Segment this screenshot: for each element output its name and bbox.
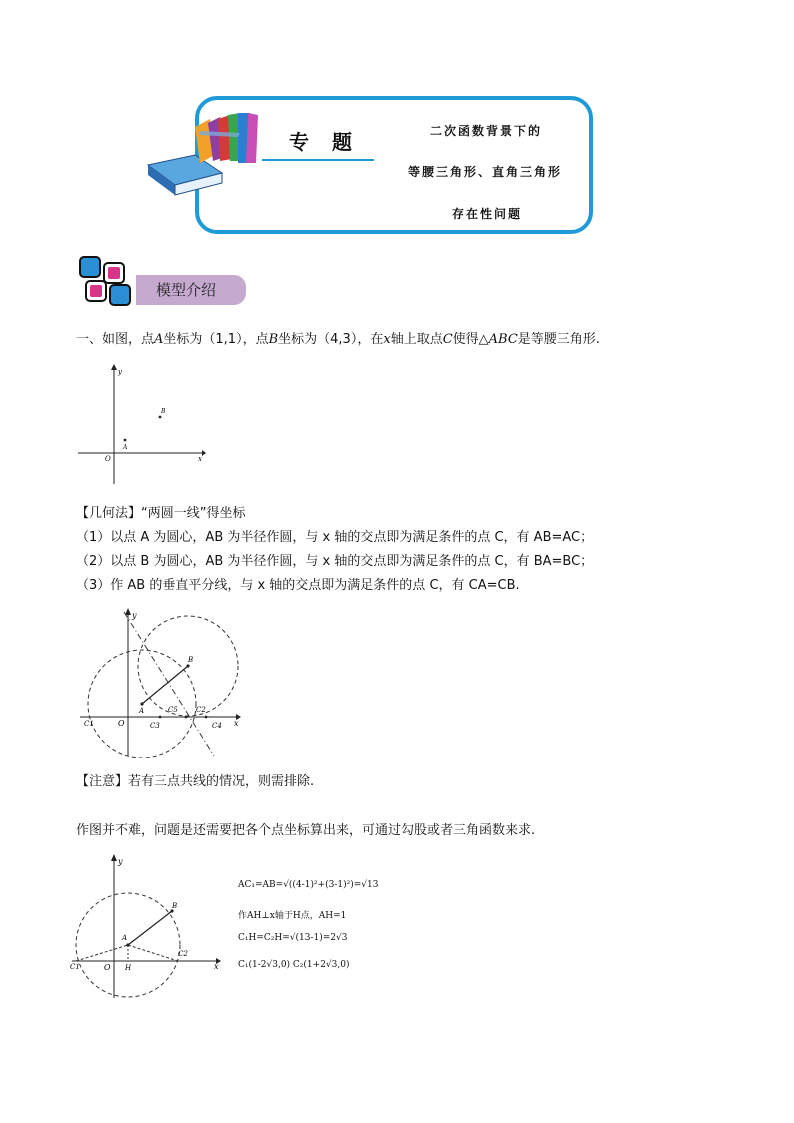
section-label: 模型介绍 <box>156 281 217 299</box>
fig1-a-label: A <box>123 444 128 451</box>
banner-topic-line1: 二次函数背景下的 <box>430 124 543 138</box>
fig2-c2-label: C2 <box>196 706 206 714</box>
banner-title: 专 题 <box>289 130 360 154</box>
fig3-h-label: H <box>125 964 132 972</box>
fig2-origin-label: O <box>118 719 125 728</box>
fig1-x-label: x <box>198 455 202 463</box>
figure-3-circle <box>68 852 226 1002</box>
fig2-c1-label: C1 <box>84 720 94 728</box>
method-heading: 【几何法】“两圆一线”得坐标 <box>76 506 246 521</box>
formula-1: AC₁=AB=√((4-1)²+(3-1)²)=√13 <box>238 880 379 890</box>
squares-icon <box>78 255 134 307</box>
fig3-c2-label: C2 <box>178 950 188 958</box>
banner-divider <box>262 159 374 161</box>
fig3-origin-label: O <box>104 963 111 972</box>
note: 【注意】若有三点共线的情况，则需排除. <box>76 774 315 789</box>
formula-2: 作AH⊥x轴于H点，AH=1 <box>238 911 347 921</box>
banner-topic-line3: 存在性问题 <box>452 207 523 221</box>
formula-4: C₁(1-2√3,0) C₂(1+2√3,0) <box>238 960 350 970</box>
figure-2-construction <box>76 606 246 758</box>
fig3-x-label: x <box>214 962 219 971</box>
fig1-b-label: B <box>161 408 166 415</box>
fig2-c5-label: C5 <box>168 706 178 714</box>
fig3-b-label: B <box>172 902 178 910</box>
banner-topic-line2: 等腰三角形、直角三角形 <box>408 165 563 179</box>
fig1-y-label: y <box>118 368 122 376</box>
fig2-b-label: B <box>188 656 194 664</box>
method-item-3: （3）作 AB 的垂直平分线，与 x 轴的交点即为满足条件的点 C，有 CA=CB. <box>76 578 520 593</box>
fig2-c3-label: C3 <box>150 722 160 730</box>
fig1-origin-label: O <box>105 455 111 463</box>
fig2-x-label: x <box>234 719 239 728</box>
formula-3: C₁H=C₂H=√(13-1)=2√3 <box>238 933 348 943</box>
summary: 作图并不难，问题是还需要把各个点坐标算出来，可通过勾股或者三角函数来求. <box>76 823 536 838</box>
fig2-a-label: A <box>139 707 145 715</box>
method-item-1: （1）以点 A 为圆心，AB 为半径作圆，与 x 轴的交点即为满足条件的点 C，有 AB=AC； <box>76 530 594 545</box>
fig2-y-label: y <box>132 611 137 620</box>
books-icon <box>140 105 270 200</box>
method-item-2: （2）以点 B 为圆心，AB 为半径作圆，与 x 轴的交点即为满足条件的点 C，有 BA=BC； <box>76 554 594 569</box>
figure-1-axes <box>70 362 210 487</box>
fig3-a-label: A <box>122 934 128 942</box>
fig2-c4-label: C4 <box>212 722 222 730</box>
fig3-c1-label: C1 <box>70 963 80 971</box>
fig3-y-label: y <box>118 857 123 866</box>
problem-statement: 一、如图，点A坐标为（1,1），点B坐标为（4,3），在x轴上取点C使得△ABC是等腰三角形. <box>76 332 600 347</box>
